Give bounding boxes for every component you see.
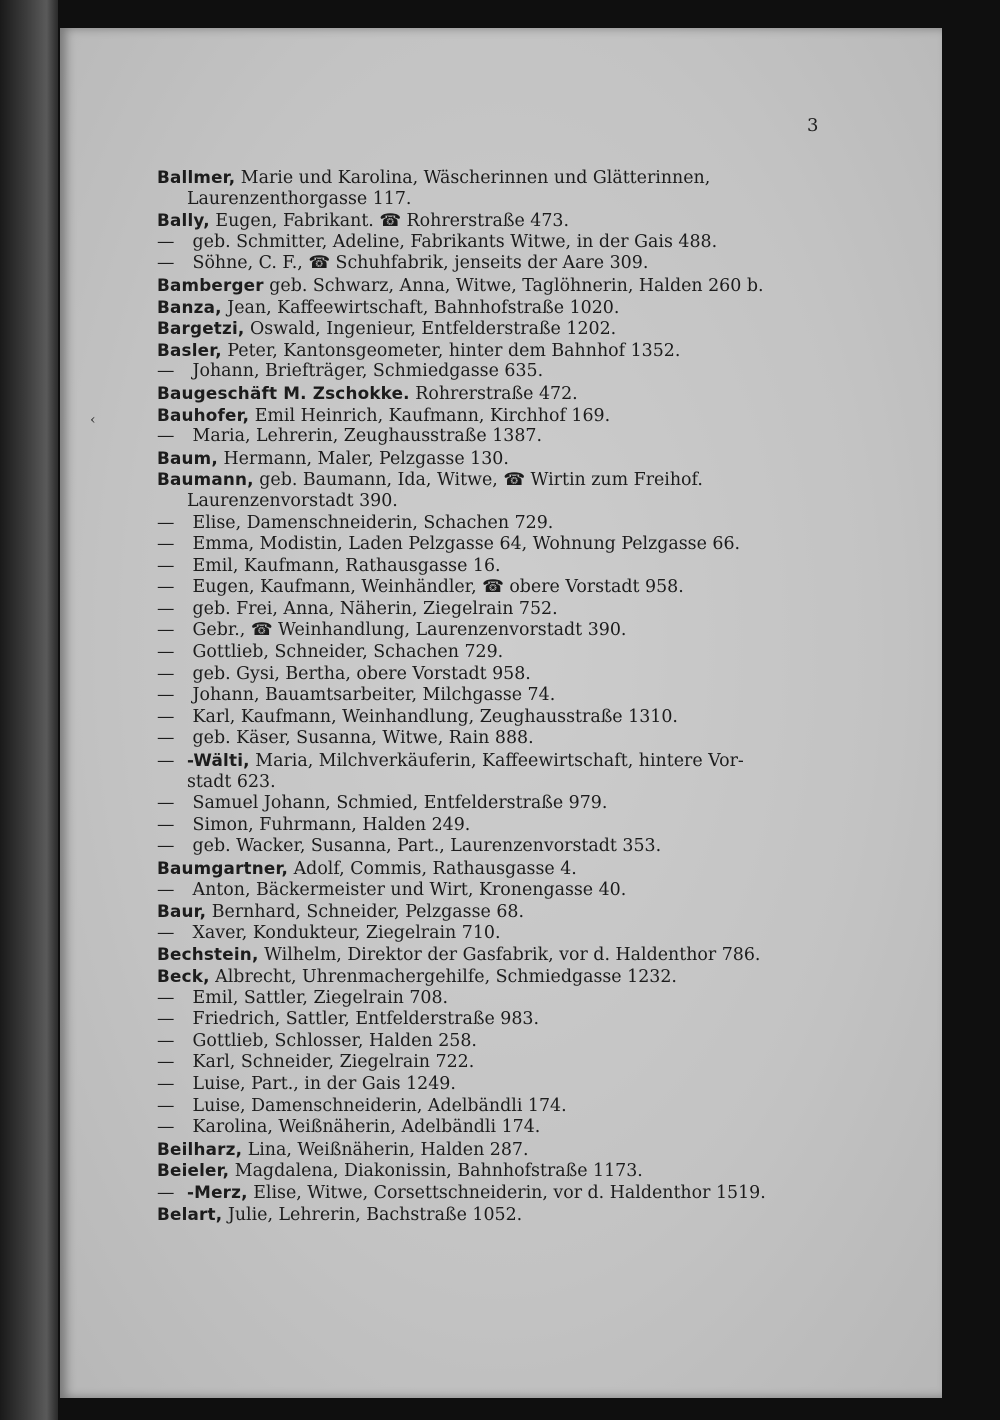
entry-surname: Bauhofer, [157,404,250,425]
entry-details: Bernhard, Schneider, Pelzgasse 68. [206,902,524,923]
directory-entry [157,1074,837,1096]
directory-entry [157,772,837,794]
directory-entry [157,513,837,535]
ditto-dash: — [157,1117,175,1138]
entry-details: Emil, Kaufmann, Rathausgasse 16. [187,555,501,576]
entry-surname: Baur, [157,901,207,922]
directory-entry [157,923,837,945]
directory-entry [157,361,837,383]
entry-surname: Baugeschäft M. Zschokke. [157,382,410,403]
entry-surname: Bargetzi, [157,318,245,339]
directory-entry [157,620,837,642]
directory-entry [157,793,837,815]
directory-entry [157,534,837,556]
directory-entry [157,728,837,750]
entry-surname: Baumann, [157,469,254,490]
left-page-edge [0,0,58,1420]
ditto-dash: — [157,793,175,814]
entry-details: Maria, Milchverkäuferin, Kaffeewirtschaft, hintere Vor- [249,751,744,772]
directory-entry [157,1139,837,1161]
entry-details: Samuel Johann, Schmied, Entfelderstraße 979. [187,793,608,814]
ditto-dash: — [157,1009,175,1030]
directory-entry [157,275,837,297]
directory-entry [157,901,837,923]
entry-details: geb. Frei, Anna, Näherin, Ziegelrain 752. [187,598,558,619]
ditto-dash: — [157,922,175,943]
directory-entry [157,426,837,448]
entry-details: Emil Heinrich, Kaufmann, Kirchhof 169. [249,405,611,426]
entry-details: Luise, Damenschneiderin, Adelbändli 174. [187,1095,567,1116]
entry-details: Karolina, Weißnäherin, Adelbändli 174. [187,1117,541,1138]
ditto-dash: — [157,598,175,619]
entry-surname: Belart, [157,1203,223,1224]
directory-entry [157,383,837,405]
directory-entry [157,966,837,988]
entry-details: Simon, Fuhrmann, Halden 249. [187,814,471,835]
directory-entry [157,988,837,1010]
entry-details: Karl, Kaufmann, Weinhandlung, Zeughausstraße 1310. [187,706,678,727]
directory-entry [157,1096,837,1118]
entry-surname: -Wälti, [187,750,250,771]
entry-details: Luise, Part., in der Gais 1249. [187,1073,456,1094]
entry-details: Elise, Damenschneiderin, Schachen 729. [187,512,554,533]
entry-details: Maria, Lehrerin, Zeughausstraße 1387. [187,426,542,447]
entry-details: Wilhelm, Direktor der Gasfabrik, vor d. Haldenthor 786. [258,945,761,966]
ditto-dash: — [157,361,175,382]
entry-surname: Banza, [157,296,222,317]
directory-entry [157,577,837,599]
entry-continuation: Laurenzenthorgasse 117. [187,188,412,209]
entry-continuation: Laurenzenvorstadt 390. [187,490,398,511]
entry-surname: Basler, [157,339,222,360]
entry-details: Söhne, C. F., ☎ Schuhfabrik, jenseits der Aare 309. [187,253,649,274]
directory-entry [157,253,837,275]
entry-details: Albrecht, Uhrenmachergehilfe, Schmiedgasse 1232. [209,966,677,987]
ditto-dash: — [157,231,175,252]
ditto-dash: — [157,751,175,772]
entry-surname: Baum, [157,447,218,468]
entry-surname: Beck, [157,965,210,986]
entry-details: Gebr., ☎ Weinhandlung, Laurenzenvorstadt 390. [187,620,627,641]
entry-surname: Ballmer, [157,167,236,187]
entry-surname: Beilharz, [157,1138,243,1159]
entry-surname: Bamberger [157,274,264,295]
ditto-dash: — [157,642,175,663]
ditto-dash: — [157,577,175,598]
ditto-dash: — [157,706,175,727]
entry-details: Gottlieb, Schlosser, Halden 258. [187,1030,477,1051]
entry-details: Emma, Modistin, Laden Pelzgasse 64, Wohnung Pelzgasse 66. [187,534,741,555]
entry-details: geb. Schmitter, Adeline, Fabrikants Witwe, in der Gais 488. [187,231,718,252]
ditto-dash: — [157,728,175,749]
entry-surname: Beieler, [157,1160,230,1181]
directory-entry [157,685,837,707]
ditto-dash: — [157,1073,175,1094]
directory-entry [157,1204,837,1226]
directory-entry [157,1031,837,1053]
ditto-dash: — [157,879,175,900]
directory-entry [157,664,837,686]
ditto-dash: — [157,987,175,1008]
ditto-dash: — [157,1052,175,1073]
ditto-dash: — [157,534,175,555]
entry-surname: -Merz, [187,1181,248,1202]
directory-entry [157,189,837,211]
entry-details: geb. Käser, Susanna, Witwe, Rain 888. [187,728,534,749]
ditto-dash: — [157,663,175,684]
directory-entry [157,167,837,189]
directory-entry [157,1009,837,1031]
ditto-dash: — [157,512,175,533]
directory-entry [157,642,837,664]
ditto-dash: — [157,685,175,706]
directory-entry [157,599,837,621]
ditto-dash: — [157,620,175,641]
directory-entry [157,318,837,340]
ditto-dash: — [157,1182,175,1203]
directory-entry [157,405,837,427]
entry-details: Xaver, Kondukteur, Ziegelrain 710. [187,922,501,943]
directory-entry [157,469,837,491]
directory-entry [157,297,837,319]
directory-entry [157,707,837,729]
entry-details: geb. Schwarz, Anna, Witwe, Taglöhnerin, Halden 260 b. [263,275,764,296]
entry-details: Eugen, Fabrikant. ☎ Rohrerstraße 473. [209,211,569,232]
directory-entry [157,858,837,880]
directory-entry [157,836,837,858]
margin-mark: ‹ [90,412,96,428]
entry-details: Johann, Briefträger, Schmiedgasse 635. [187,361,544,382]
entry-details: Magdalena, Diakonissin, Bahnhofstraße 1173. [229,1161,643,1182]
entry-details: Jean, Kaffeewirtschaft, Bahnhofstraße 1020. [221,297,620,318]
directory-entries [157,167,837,1225]
ditto-dash: — [157,814,175,835]
ditto-dash: — [157,253,175,274]
entry-details: Rohrerstraße 472. [409,383,578,404]
directory-entry [157,815,837,837]
directory-entry [157,944,837,966]
ditto-dash: — [157,1030,175,1051]
entry-surname: Bally, [157,210,210,231]
entry-details: Adolf, Commis, Rathausgasse 4. [288,859,577,879]
entry-details: Karl, Schneider, Ziegelrain 722. [187,1052,475,1073]
directory-entry [157,1052,837,1074]
entry-details: Gottlieb, Schneider, Schachen 729. [187,642,504,663]
directory-entry [157,1160,837,1182]
entry-details: geb. Baumann, Ida, Witwe, ☎ Wirtin zum Freihof. [253,470,703,491]
entry-details: Anton, Bäckermeister und Wirt, Kronengasse 40. [187,879,627,900]
directory-entry [157,210,837,232]
directory-entry [157,556,837,578]
ditto-dash: — [157,426,175,447]
entry-details: Emil, Sattler, Ziegelrain 708. [187,987,449,1008]
entry-details: Friedrich, Sattler, Entfelderstraße 983. [187,1009,539,1030]
ditto-dash: — [157,555,175,576]
directory-entry [157,1117,837,1139]
entry-details: Johann, Bauamtsarbeiter, Milchgasse 74. [187,685,556,706]
directory-entry [157,340,837,362]
directory-entry [157,491,837,513]
directory-entry [157,448,837,470]
entry-details: geb. Gysi, Bertha, obere Vorstadt 958. [187,663,531,684]
directory-entry [157,750,837,772]
page-number: 3 [807,115,819,136]
entry-details: Eugen, Kaufmann, Weinhändler, ☎ obere Vorstadt 958. [187,577,684,598]
entry-details: Peter, Kantonsgeometer, hinter dem Bahnhof 1352. [221,340,681,361]
entry-details: Lina, Weißnäherin, Halden 287. [242,1139,529,1160]
ditto-dash: — [157,836,175,857]
directory-entry [157,880,837,902]
entry-details: Marie und Karolina, Wäscherinnen und Glätterinnen, [235,168,711,188]
directory-entry [157,1182,837,1204]
entry-details: geb. Wacker, Susanna, Part., Laurenzenvorstadt 353. [187,836,662,857]
entry-surname: Bechstein, [157,944,259,965]
entry-details: Julie, Lehrerin, Bachstraße 1052. [222,1204,523,1225]
directory-entry [157,232,837,254]
entry-details: Elise, Witwe, Corsettschneiderin, vor d. Haldenthor 1519. [247,1182,766,1203]
entry-continuation: stadt 623. [187,771,276,792]
ditto-dash: — [157,1095,175,1116]
entry-details: Oswald, Ingenieur, Entfelderstraße 1202. [244,319,617,340]
entry-details: Hermann, Maler, Pelzgasse 130. [217,448,509,469]
entry-surname: Baumgartner, [157,858,289,878]
